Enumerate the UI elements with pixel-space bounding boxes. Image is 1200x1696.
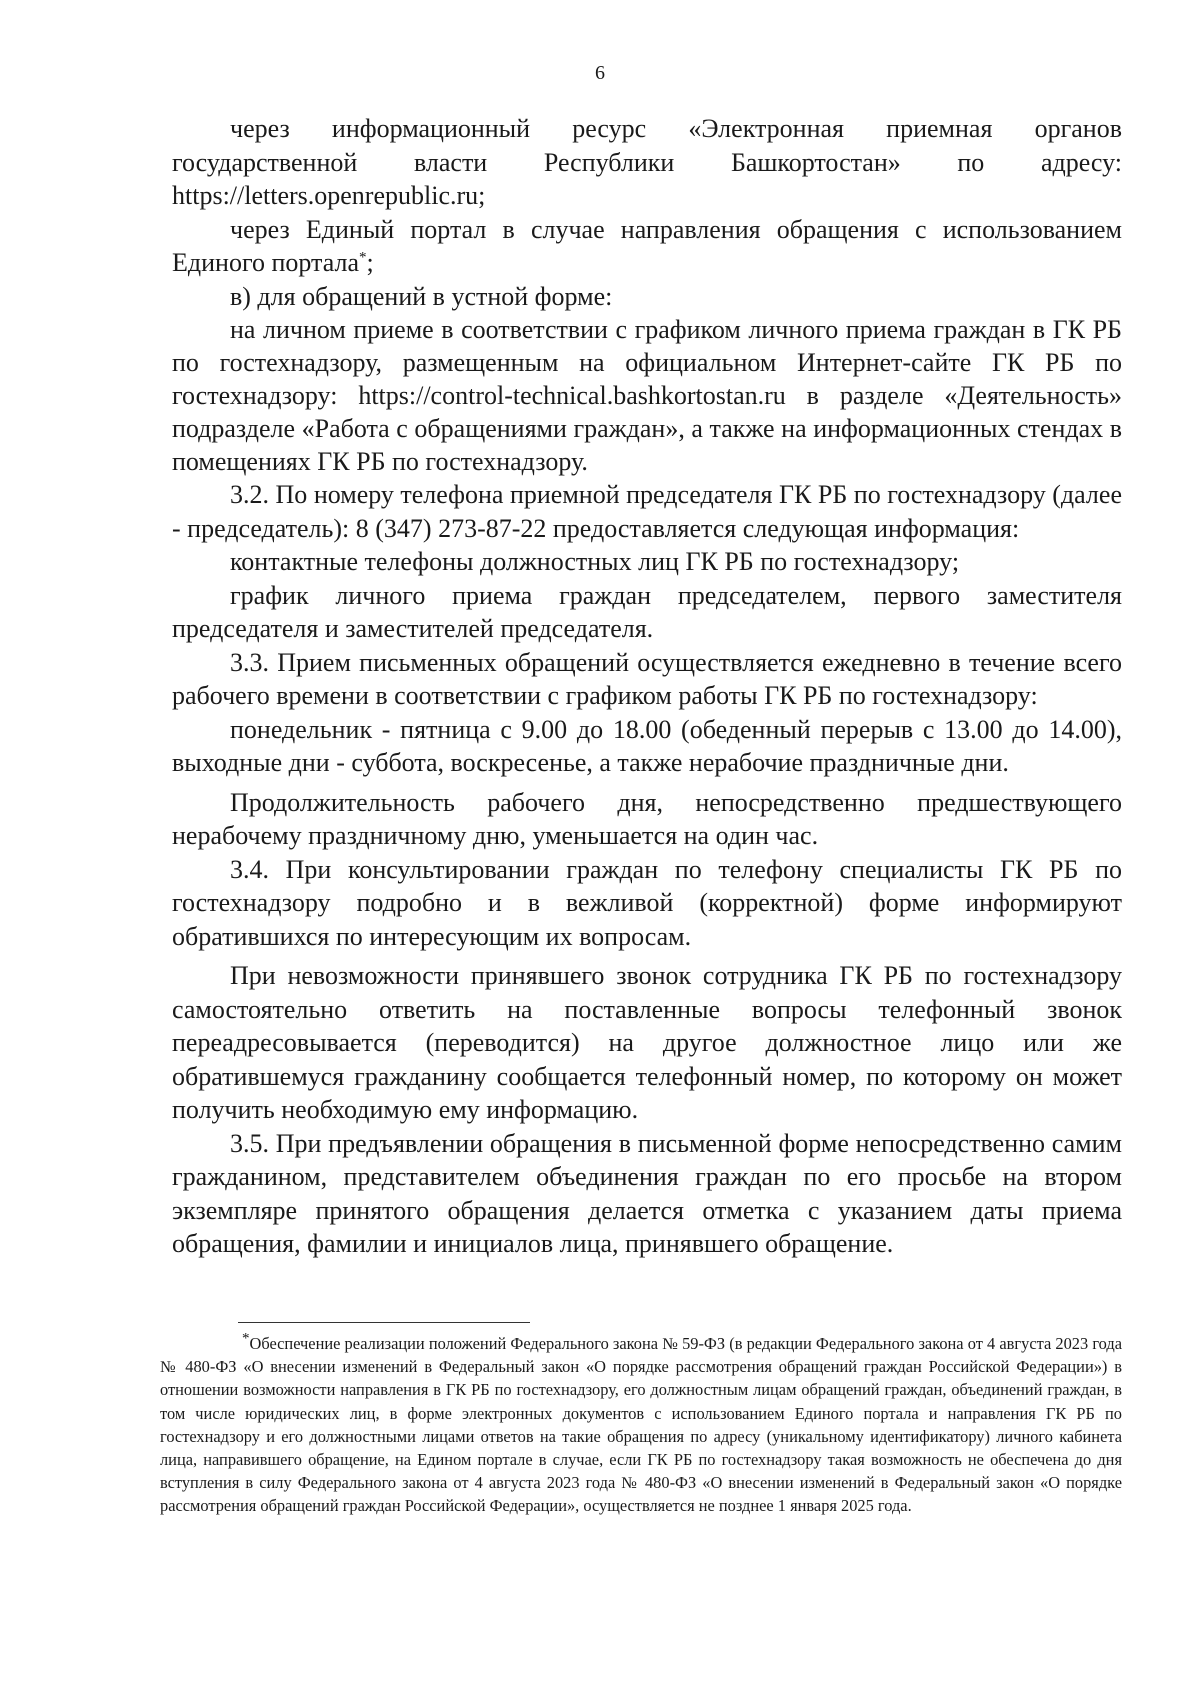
paragraph-unified-portal — [172, 213, 1122, 280]
paragraph-3-4: 3.4. При консультировании граждан по телефону специалисты ГК РБ по гостехнадзору подробно и в вежливой (корректной) форме информируют обратившихся по интересующим их вопросам. — [172, 854, 1122, 951]
page-number: 6 — [595, 62, 605, 84]
paragraph-unified-portal-end: ; — [366, 248, 374, 277]
paragraph-oral-heading: в) для обращений в устной форме: — [230, 281, 613, 311]
footnote — [160, 1332, 1122, 1518]
paragraph-personal-reception: на личном приеме в соответствии с графиком личного приема граждан в ГК РБ по гостехнадзору, размещенным на официальном Интернет-сайте ГК РБ по гостехнадзору: https://control-technical.bashkortostan.ru в разделе «Деятельность» подразделе «Работа с обращениями граждан», а также на информационных стендах в помещениях ГК РБ по гостехнадзору. — [172, 315, 1122, 476]
footnote-reference: * — [359, 249, 367, 266]
paragraph-reception-schedule: график личного приема граждан председателем, первого заместителя председателя и заместителей председателя. — [172, 580, 1122, 643]
footnote-divider — [238, 1322, 530, 1323]
paragraph-workday-duration: Продолжительность рабочего дня, непосредственно предшествующего нерабочему праздничному дню, уменьшается на один час. — [172, 787, 1122, 850]
paragraph-unified-portal-text: через Единый портал в случае направления обращения с использованием Единого портала — [172, 214, 1122, 277]
paragraph-3-3: 3.3. Прием письменных обращений осуществляется ежедневно в течение всего рабочего времени в соответствии с графиком работы ГК РБ по гостехнадзору: — [172, 647, 1122, 710]
footnote-marker: * — [242, 1330, 250, 1347]
paragraph-contact-phones: контактные телефоны должностных лиц ГК РБ по гостехнадзору; — [230, 547, 960, 576]
footnote-text — [160, 1332, 1122, 1518]
footnote-body: Обеспечение реализации положений Федерального закона № 59-ФЗ (в редакции Федерального закона от 4 августа 2023 года № 480-ФЗ «О внесении изменений в Федеральный закон «О порядке рассмотрения обращений граждан Российской Федерации») в отношении возможности направления в ГК РБ по гостехнадзору, его должностным лицам обращений граждан, объединений граждан, в том числе юридических лиц, в форме электронных документов с использованием Единого портала и направления ГК РБ по гостехнадзору и его должностными лицами ответов на такие обращения по адресу (уникальному идентификатору) личного кабинета лица, направившего обращение, на Едином портале в случае, если ГК РБ по гостехнадзору такая возможность не обеспечена до дня вступления в силу Федерального закона от 4 августа 2023 года № 480-ФЗ «О внесении изменений в Федеральный закон «О порядке рассмотрения обращений граждан Российской Федерации», осуществляется не позднее 1 января 2025 года. — [160, 1334, 1122, 1516]
paragraph-3-5: 3.5. При предъявлении обращения в письменной форме непосредственно самим гражданином, представителем объединения граждан по его просьбе на втором экземпляре принятого обращения делается отметка с указанием даты приема обращения, фамилии и инициалов лица, принявшего обращение. — [172, 1128, 1122, 1258]
paragraph-call-redirect: При невозможности принявшего звонок сотрудника ГК РБ по гостехнадзору самостоятельно ответить на поставленные вопросы телефонный звонок переадресовывается (переводится) на другое должностное лицо или же обратившемуся гражданину сообщается телефонный номер, по которому он может получить необходимую ему информацию. — [172, 961, 1122, 1124]
paragraph-working-hours: понедельник - пятница с 9.00 до 18.00 (обеденный перерыв с 13.00 до 14.00), выходные дни - суббота, воскресенье, а также нерабочие праздничные дни. — [172, 714, 1122, 777]
body-text — [172, 112, 1122, 1261]
paragraph-electronic-reception: через информационный ресурс «Электронная приемная органов государственной власти Республики Башкортостан» по адресу: https://letters.openrepublic.ru; — [172, 114, 1122, 210]
paragraph-3-2: 3.2. По номеру телефона приемной председателя ГК РБ по гостехнадзору (далее - председатель): 8 (347) 273-87-22 предоставляется следующая информация: — [172, 480, 1122, 543]
